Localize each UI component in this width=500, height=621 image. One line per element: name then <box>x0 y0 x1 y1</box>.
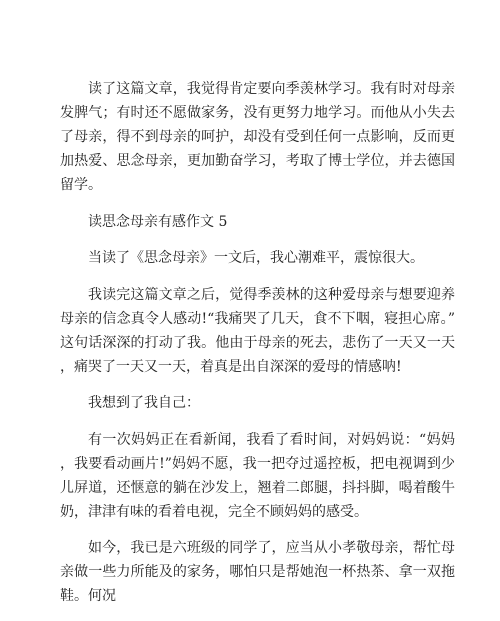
paragraph-opening: 当读了《思念母亲》一文后，我心潮难平，震惊很大。 <box>88 250 424 266</box>
paragraph-self: 我想到了我自己： <box>88 395 200 411</box>
essay-heading: 读思念母亲有感作文 5 <box>88 213 228 230</box>
paragraph-conclusion: 如今，我已是六班级的同学了，应当从小孝敬母亲，帮忙母亲做一些力所能及的家务，哪怕只是帮她泡一杯热茶、拿一双拖鞋。何况 <box>60 540 455 604</box>
paragraph-quote: 我读完这篇文章之后，觉得季羡林的这种爱母亲与想要迎养母亲的信念真令人感动!“我痛哭了几天，食不下咽，寝担心席。”这句话深深的打动了我。他由于母亲的死去，悲伤了一天又一天，痛哭了一天又一天，着真是出自深深的爱母的情感呐! <box>60 286 455 375</box>
article-body <box>60 77 455 621</box>
paragraph-reflection: 读了这篇文章，我觉得肯定要向季羡林学习。我有时对母亲发脾气；有时还不愿做家务，没有更努力地学习。而他从小失去了母亲，得不到母亲的呵护，却没有受到任何一点影响，反而更加热爱、思念母亲，更加勤奋学习，考取了博士学位，并去德国留学。 <box>60 81 455 193</box>
paragraph-story: 有一次妈妈正在看新闻，我看了看时间，对妈妈说：“妈妈，我要看动画片!”妈妈不愿，我一把夺过遥控板，把电视调到少儿屏道，还惬意的躺在沙发上，翘着二郎腿，抖抖脚，喝着酸牛奶，津津有味的看着电视，完全不顾妈妈的感受。 <box>60 431 455 520</box>
